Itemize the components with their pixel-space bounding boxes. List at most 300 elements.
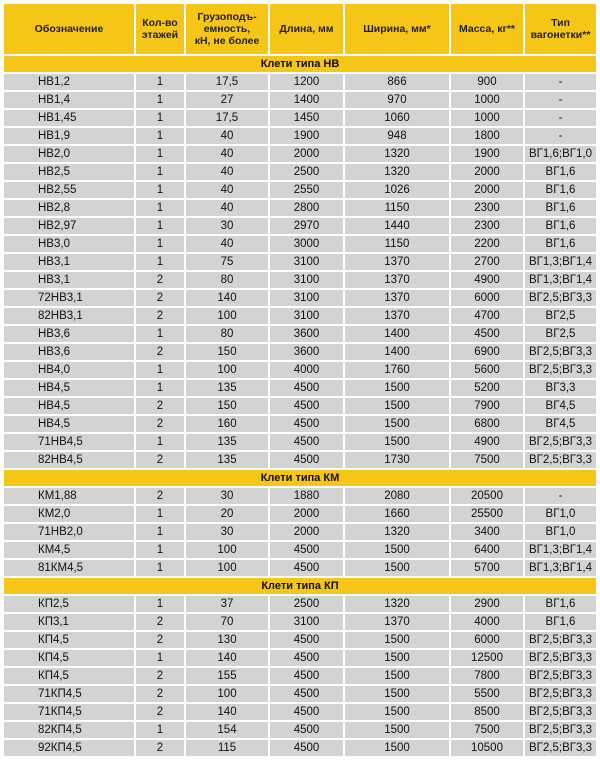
table-row: [4, 704, 596, 722]
cell-designation: КП2,5: [4, 596, 136, 614]
cell-length: 2550: [270, 182, 345, 200]
table-row: [4, 686, 596, 704]
cell-mass: 2900: [451, 596, 525, 614]
cell-capacity: 75: [186, 254, 270, 272]
cell-capacity: 155: [186, 668, 270, 686]
cell-capacity: 70: [186, 614, 270, 632]
header-floors: Кол-во этажей: [136, 4, 186, 56]
cell-capacity: 40: [186, 236, 270, 254]
cell-width: 1320: [345, 146, 451, 164]
cell-width: 1500: [345, 434, 451, 452]
cell-wagon-type: -: [525, 128, 596, 146]
section-title: Клети типа КМ: [4, 470, 596, 488]
cell-length: 2000: [270, 146, 345, 164]
cell-mass: 4900: [451, 272, 525, 290]
cell-capacity: 140: [186, 704, 270, 722]
cell-mass: 7500: [451, 722, 525, 740]
table-row: [4, 128, 596, 146]
cell-length: 3000: [270, 236, 345, 254]
cell-width: 1320: [345, 524, 451, 542]
cell-floors: 2: [136, 416, 186, 434]
cell-capacity: 30: [186, 218, 270, 236]
cell-length: 2970: [270, 218, 345, 236]
table-row: [4, 434, 596, 452]
cell-wagon-type: ВГ1,3;ВГ1,4: [525, 272, 596, 290]
cell-floors: 1: [136, 200, 186, 218]
cell-floors: 1: [136, 218, 186, 236]
cell-designation: 72НВ3,1: [4, 290, 136, 308]
table-row: [4, 596, 596, 614]
cell-capacity: 80: [186, 272, 270, 290]
cell-floors: 1: [136, 164, 186, 182]
cell-wagon-type: ВГ2,5: [525, 326, 596, 344]
cell-designation: НВ4,5: [4, 380, 136, 398]
cell-capacity: 40: [186, 164, 270, 182]
cell-floors: 1: [136, 506, 186, 524]
cell-floors: 1: [136, 542, 186, 560]
table-row: [4, 380, 596, 398]
cell-capacity: 150: [186, 398, 270, 416]
cell-capacity: 140: [186, 290, 270, 308]
cell-mass: 20500: [451, 488, 525, 506]
cell-floors: 2: [136, 686, 186, 704]
cell-width: 1760: [345, 362, 451, 380]
cell-width: 1500: [345, 416, 451, 434]
table-row: [4, 740, 596, 758]
cell-capacity: 100: [186, 560, 270, 578]
cell-designation: 82НВ3,1: [4, 308, 136, 326]
table-row: [4, 524, 596, 542]
cell-designation: 71КП4,5: [4, 686, 136, 704]
cell-mass: 5700: [451, 560, 525, 578]
table-row: [4, 254, 596, 272]
cell-wagon-type: ВГ2,5;ВГ3,3: [525, 632, 596, 650]
cell-length: 4500: [270, 632, 345, 650]
header-width: Ширина, мм*: [345, 4, 451, 56]
section-header-row: [4, 470, 596, 488]
cell-mass: 10500: [451, 740, 525, 758]
cell-designation: КМ1,88: [4, 488, 136, 506]
cell-length: 3600: [270, 326, 345, 344]
cell-floors: 2: [136, 272, 186, 290]
cell-designation: КП4,5: [4, 668, 136, 686]
cell-capacity: 135: [186, 434, 270, 452]
cell-wagon-type: ВГ1,3;ВГ1,4: [525, 254, 596, 272]
cell-capacity: 100: [186, 542, 270, 560]
cell-width: 1660: [345, 506, 451, 524]
cell-width: 1370: [345, 254, 451, 272]
cell-capacity: 20: [186, 506, 270, 524]
table-row: [4, 488, 596, 506]
cell-floors: 1: [136, 236, 186, 254]
table-row: [4, 74, 596, 92]
table-row: [4, 236, 596, 254]
cell-width: 1500: [345, 632, 451, 650]
cell-width: 1370: [345, 308, 451, 326]
table-row: [4, 218, 596, 236]
cell-capacity: 80: [186, 326, 270, 344]
cell-wagon-type: ВГ2,5;ВГ3,3: [525, 722, 596, 740]
cell-length: 3100: [270, 290, 345, 308]
cell-width: 1400: [345, 344, 451, 362]
header-length: Длина, мм: [270, 4, 345, 56]
cell-length: 1400: [270, 92, 345, 110]
cell-wagon-type: ВГ1,6: [525, 614, 596, 632]
cell-mass: 4900: [451, 434, 525, 452]
cell-mass: 7900: [451, 398, 525, 416]
cell-capacity: 154: [186, 722, 270, 740]
cell-mass: 3400: [451, 524, 525, 542]
cell-designation: 92КП4,5: [4, 740, 136, 758]
table-row: [4, 308, 596, 326]
cell-floors: 2: [136, 614, 186, 632]
cell-wagon-type: ВГ2,5;ВГ3,3: [525, 452, 596, 470]
cell-length: 4500: [270, 434, 345, 452]
cell-floors: 1: [136, 110, 186, 128]
table-row: [4, 614, 596, 632]
cell-length: 4500: [270, 704, 345, 722]
cell-designation: 82НВ4,5: [4, 452, 136, 470]
cell-floors: 1: [136, 524, 186, 542]
cell-mass: 12500: [451, 650, 525, 668]
cell-length: 4500: [270, 452, 345, 470]
cell-mass: 5200: [451, 380, 525, 398]
cell-floors: 1: [136, 722, 186, 740]
cell-capacity: 40: [186, 146, 270, 164]
cell-designation: НВ3,6: [4, 344, 136, 362]
cell-floors: 2: [136, 452, 186, 470]
cell-capacity: 100: [186, 362, 270, 380]
cell-floors: 1: [136, 560, 186, 578]
cell-length: 2000: [270, 506, 345, 524]
cell-width: 866: [345, 74, 451, 92]
header-row: [4, 4, 596, 56]
table-row: [4, 326, 596, 344]
cell-mass: 6000: [451, 290, 525, 308]
cell-wagon-type: ВГ2,5;ВГ3,3: [525, 362, 596, 380]
cell-wagon-type: ВГ1,6: [525, 236, 596, 254]
table-row: [4, 398, 596, 416]
cell-designation: 71НВ4,5: [4, 434, 136, 452]
cell-designation: НВ1,45: [4, 110, 136, 128]
cell-wagon-type: ВГ1,6;ВГ1,0: [525, 146, 596, 164]
cell-floors: 1: [136, 326, 186, 344]
cell-capacity: 115: [186, 740, 270, 758]
cell-designation: НВ1,4: [4, 92, 136, 110]
cell-width: 1060: [345, 110, 451, 128]
cell-width: 970: [345, 92, 451, 110]
cell-length: 1880: [270, 488, 345, 506]
cell-capacity: 40: [186, 200, 270, 218]
cell-mass: 2300: [451, 218, 525, 236]
cell-width: 1440: [345, 218, 451, 236]
cell-floors: 2: [136, 668, 186, 686]
cell-length: 4000: [270, 362, 345, 380]
cell-width: 1500: [345, 668, 451, 686]
cell-designation: НВ4,5: [4, 398, 136, 416]
cell-width: 1370: [345, 614, 451, 632]
cell-mass: 7800: [451, 668, 525, 686]
cell-width: 1500: [345, 740, 451, 758]
cell-floors: 1: [136, 650, 186, 668]
cell-wagon-type: ВГ4,5: [525, 416, 596, 434]
cell-designation: НВ1,2: [4, 74, 136, 92]
cell-width: 2080: [345, 488, 451, 506]
cell-length: 4500: [270, 416, 345, 434]
table-row: [4, 632, 596, 650]
cell-capacity: 37: [186, 596, 270, 614]
cell-designation: НВ1,9: [4, 128, 136, 146]
cell-width: 1500: [345, 380, 451, 398]
cell-width: 1370: [345, 272, 451, 290]
cell-mass: 25500: [451, 506, 525, 524]
cell-floors: 2: [136, 398, 186, 416]
cell-mass: 6900: [451, 344, 525, 362]
table-row: [4, 290, 596, 308]
cell-mass: 900: [451, 74, 525, 92]
cell-floors: 2: [136, 632, 186, 650]
cell-mass: 6400: [451, 542, 525, 560]
cell-mass: 1800: [451, 128, 525, 146]
cell-designation: НВ4,5: [4, 416, 136, 434]
cell-mass: 4500: [451, 326, 525, 344]
cell-designation: КП4,5: [4, 650, 136, 668]
cell-mass: 6000: [451, 632, 525, 650]
cell-wagon-type: ВГ1,6: [525, 164, 596, 182]
cell-length: 4500: [270, 560, 345, 578]
cell-width: 1500: [345, 650, 451, 668]
cell-floors: 1: [136, 362, 186, 380]
cell-mass: 7500: [451, 452, 525, 470]
cell-length: 4500: [270, 722, 345, 740]
cell-designation: НВ3,1: [4, 272, 136, 290]
cell-wagon-type: ВГ4,5: [525, 398, 596, 416]
cell-wagon-type: ВГ3,3: [525, 380, 596, 398]
cell-floors: 1: [136, 596, 186, 614]
cell-designation: 71КП4,5: [4, 704, 136, 722]
cell-mass: 6800: [451, 416, 525, 434]
cell-capacity: 135: [186, 380, 270, 398]
cell-designation: НВ3,6: [4, 326, 136, 344]
cell-wagon-type: ВГ2,5;ВГ3,3: [525, 740, 596, 758]
cell-wagon-type: ВГ2,5;ВГ3,3: [525, 704, 596, 722]
table-row: [4, 506, 596, 524]
cell-length: 2800: [270, 200, 345, 218]
cell-width: 1150: [345, 236, 451, 254]
cell-wagon-type: ВГ2,5;ВГ3,3: [525, 686, 596, 704]
cell-length: 1450: [270, 110, 345, 128]
cell-length: 3600: [270, 344, 345, 362]
cell-designation: НВ2,97: [4, 218, 136, 236]
table-body: [4, 56, 596, 758]
table-row: [4, 146, 596, 164]
cell-wagon-type: ВГ1,6: [525, 200, 596, 218]
table-row: [4, 182, 596, 200]
table-row: [4, 200, 596, 218]
cell-designation: НВ3,0: [4, 236, 136, 254]
cell-designation: КМ4,5: [4, 542, 136, 560]
cell-width: 1500: [345, 398, 451, 416]
cell-mass: 2000: [451, 182, 525, 200]
cell-mass: 1000: [451, 110, 525, 128]
cell-floors: 1: [136, 434, 186, 452]
cell-mass: 1000: [451, 92, 525, 110]
cell-wagon-type: ВГ2,5;ВГ3,3: [525, 344, 596, 362]
cell-width: 1400: [345, 326, 451, 344]
table-row: [4, 542, 596, 560]
table-row: [4, 362, 596, 380]
cell-length: 1200: [270, 74, 345, 92]
cell-designation: НВ2,55: [4, 182, 136, 200]
cell-capacity: 130: [186, 632, 270, 650]
cell-width: 1026: [345, 182, 451, 200]
cell-capacity: 17,5: [186, 110, 270, 128]
cell-wagon-type: ВГ1,0: [525, 506, 596, 524]
cell-capacity: 40: [186, 182, 270, 200]
cell-floors: 2: [136, 344, 186, 362]
header-mass: Масса, кг**: [451, 4, 525, 56]
cell-designation: НВ4,0: [4, 362, 136, 380]
cell-width: 1370: [345, 290, 451, 308]
cell-length: 3100: [270, 272, 345, 290]
cell-length: 2500: [270, 596, 345, 614]
cell-length: 3100: [270, 614, 345, 632]
cell-floors: 1: [136, 254, 186, 272]
table-row: [4, 722, 596, 740]
cell-floors: 1: [136, 128, 186, 146]
cell-designation: КМ2,0: [4, 506, 136, 524]
table-row: [4, 650, 596, 668]
cell-length: 4500: [270, 380, 345, 398]
cell-capacity: 17,5: [186, 74, 270, 92]
cell-wagon-type: ВГ1,6: [525, 182, 596, 200]
cell-width: 1500: [345, 722, 451, 740]
cell-wagon-type: -: [525, 488, 596, 506]
cell-length: 4500: [270, 542, 345, 560]
cell-designation: КП4,5: [4, 632, 136, 650]
section-header-row: [4, 56, 596, 74]
cell-designation: 81КМ4,5: [4, 560, 136, 578]
cell-floors: 1: [136, 380, 186, 398]
table-row: [4, 668, 596, 686]
cell-length: 2500: [270, 164, 345, 182]
table-row: [4, 164, 596, 182]
cell-length: 3100: [270, 308, 345, 326]
cell-wagon-type: ВГ1,6: [525, 218, 596, 236]
section-header-row: [4, 578, 596, 596]
table-row: [4, 560, 596, 578]
cell-width: 948: [345, 128, 451, 146]
cell-width: 1730: [345, 452, 451, 470]
cell-wagon-type: ВГ1,3;ВГ1,4: [525, 542, 596, 560]
cell-length: 3100: [270, 254, 345, 272]
cell-capacity: 100: [186, 308, 270, 326]
cell-wagon-type: -: [525, 110, 596, 128]
cell-wagon-type: ВГ2,5;ВГ3,3: [525, 650, 596, 668]
cell-floors: 2: [136, 308, 186, 326]
cell-length: 4500: [270, 650, 345, 668]
cell-width: 1320: [345, 164, 451, 182]
cell-capacity: 150: [186, 344, 270, 362]
table-row: [4, 110, 596, 128]
cell-wagon-type: -: [525, 92, 596, 110]
cell-width: 1150: [345, 200, 451, 218]
cell-designation: НВ2,8: [4, 200, 136, 218]
cell-capacity: 140: [186, 650, 270, 668]
cell-floors: 1: [136, 182, 186, 200]
cell-wagon-type: ВГ2,5: [525, 308, 596, 326]
cell-wagon-type: ВГ2,5;ВГ3,3: [525, 434, 596, 452]
cell-length: 4500: [270, 668, 345, 686]
cell-mass: 1900: [451, 146, 525, 164]
cell-wagon-type: ВГ1,0: [525, 524, 596, 542]
header-capacity: Грузоподъ- емность, кН, не более: [186, 4, 270, 56]
cell-floors: 2: [136, 740, 186, 758]
cell-capacity: 27: [186, 92, 270, 110]
cage-spec-table: [4, 4, 596, 758]
cell-wagon-type: -: [525, 74, 596, 92]
cell-length: 1900: [270, 128, 345, 146]
table-row: [4, 416, 596, 434]
cell-capacity: 40: [186, 128, 270, 146]
cell-length: 4500: [270, 740, 345, 758]
cell-designation: НВ2,5: [4, 164, 136, 182]
cell-wagon-type: ВГ2,5;ВГ3,3: [525, 668, 596, 686]
cell-capacity: 135: [186, 452, 270, 470]
cell-floors: 1: [136, 146, 186, 164]
cell-floors: 1: [136, 92, 186, 110]
cell-capacity: 160: [186, 416, 270, 434]
cell-length: 2000: [270, 524, 345, 542]
cell-floors: 2: [136, 488, 186, 506]
cell-wagon-type: ВГ2,5;ВГ3,3: [525, 290, 596, 308]
table-row: [4, 92, 596, 110]
cell-floors: 2: [136, 704, 186, 722]
cell-wagon-type: ВГ1,3;ВГ1,4: [525, 560, 596, 578]
header-designation: Обозначение: [4, 4, 136, 56]
cell-capacity: 30: [186, 488, 270, 506]
cell-width: 1500: [345, 686, 451, 704]
cell-mass: 4000: [451, 614, 525, 632]
cell-designation: НВ2,0: [4, 146, 136, 164]
cell-width: 1500: [345, 704, 451, 722]
cell-mass: 5600: [451, 362, 525, 380]
cell-designation: 71НВ2,0: [4, 524, 136, 542]
cell-mass: 2300: [451, 200, 525, 218]
cell-mass: 5500: [451, 686, 525, 704]
cell-capacity: 100: [186, 686, 270, 704]
cell-mass: 2700: [451, 254, 525, 272]
cell-capacity: 30: [186, 524, 270, 542]
cell-floors: 2: [136, 290, 186, 308]
cell-mass: 4700: [451, 308, 525, 326]
cell-mass: 2200: [451, 236, 525, 254]
cell-floors: 1: [136, 74, 186, 92]
cell-designation: НВ3,1: [4, 254, 136, 272]
cell-mass: 8500: [451, 704, 525, 722]
table-row: [4, 452, 596, 470]
cell-designation: 82КП4,5: [4, 722, 136, 740]
section-title: Клети типа КП: [4, 578, 596, 596]
cell-designation: КП3,1: [4, 614, 136, 632]
cell-wagon-type: ВГ1,6: [525, 596, 596, 614]
table-row: [4, 344, 596, 362]
table-row: [4, 272, 596, 290]
cell-width: 1320: [345, 596, 451, 614]
section-title: Клети типа НВ: [4, 56, 596, 74]
cell-width: 1500: [345, 560, 451, 578]
cell-mass: 2000: [451, 164, 525, 182]
